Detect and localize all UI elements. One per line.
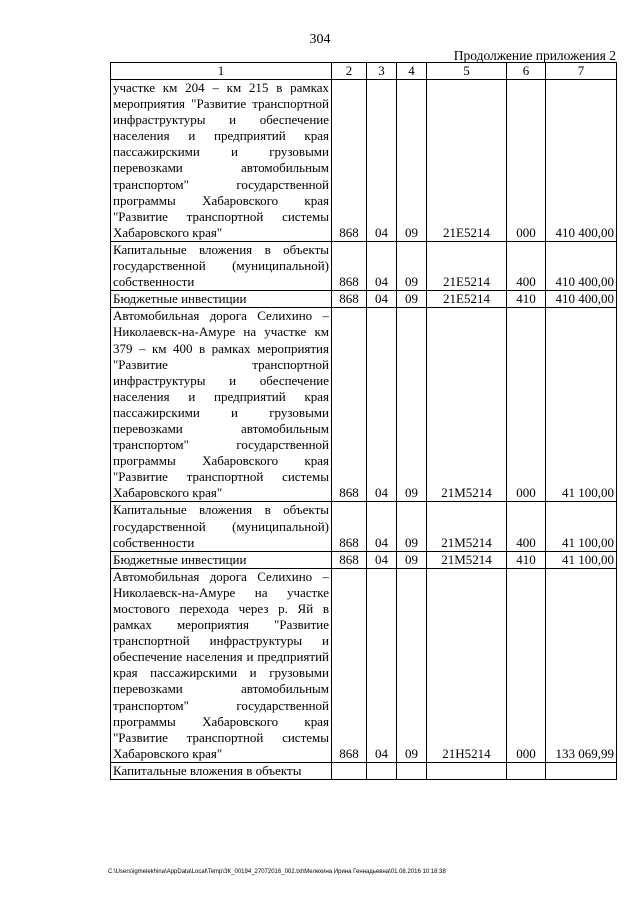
cell-amount: 410 400,00: [546, 80, 617, 242]
cell-code: 868: [332, 80, 367, 242]
cell-expense-type: 410: [507, 291, 546, 308]
cell-section: 04: [367, 80, 397, 242]
row-name: Капитальные вложения в объекты: [111, 762, 332, 779]
cell-subsection: 09: [397, 80, 427, 242]
cell-expense-type: 400: [507, 502, 546, 551]
cell-target-item: 21Е5214: [427, 291, 507, 308]
row-name: Капитальные вложения в объекты государственной (муниципальной) собственности: [111, 241, 332, 290]
cell-subsection: 09: [397, 502, 427, 551]
row-name: Автомобильная дорога Селихино – Николаевск-на-Амуре на участке мостового перехода через р. Яй в рамках мероприятия "Развитие транспортной инфраструктуры и обеспечение населения и предприятий края пассажирскими и грузовыми перевозками автомобильным транспортом" государственной программы Хабаровского края "Развитие транспортной системы Хабаровского края": [111, 568, 332, 762]
cell-amount: 41 100,00: [546, 308, 617, 502]
cell-subsection: 09: [397, 291, 427, 308]
cell-subsection: 09: [397, 551, 427, 568]
cell-target-item: 21Е5214: [427, 241, 507, 290]
cell-section: 04: [367, 241, 397, 290]
file-path-footer: C:\Users\igmelekhina\AppData\Local\Temp\ЗК_00194_27072016_002.txt\Мелехина Ирина Геннадьевна\01.08.2016 10:18:38: [108, 869, 446, 875]
cell-amount: 41 100,00: [546, 502, 617, 551]
table-row: [111, 568, 617, 762]
cell-section: 04: [367, 551, 397, 568]
row-name: Бюджетные инвестиции: [111, 551, 332, 568]
cell-subsection: 09: [397, 308, 427, 502]
table-row: [111, 551, 617, 568]
row-name: участке км 204 – км 215 в рамках мероприятия "Развитие транспортной инфраструктуры и обеспечение населения и предприятий края пассажирскими и грузовыми перевозками автомобильным транспортом" государственной программы Хабаровского края "Развитие транспортной системы Хабаровского края": [111, 80, 332, 242]
cell-expense-type: 000: [507, 308, 546, 502]
column-header: 6: [507, 63, 546, 80]
table-row: [111, 291, 617, 308]
row-name: Автомобильная дорога Селихино – Николаевск-на-Амуре на участке км 379 – км 400 в рамках мероприятия "Развитие транспортной инфраструктуры и обеспечение населения и предприятий края пассажирскими и грузовыми перевозками автомобильным транспортом" государственной программы Хабаровского края "Развитие транспортной системы Хабаровского края": [111, 308, 332, 502]
table-row: [111, 308, 617, 502]
cell-expense-type: 410: [507, 551, 546, 568]
cell-target-item: [427, 762, 507, 779]
table-row: [111, 502, 617, 551]
cell-expense-type: 400: [507, 241, 546, 290]
cell-target-item: 21Н5214: [427, 568, 507, 762]
cell-code: 868: [332, 308, 367, 502]
column-header: 5: [427, 63, 507, 80]
cell-amount: 133 069,99: [546, 568, 617, 762]
cell-subsection: 09: [397, 568, 427, 762]
table-row: [111, 241, 617, 290]
cell-target-item: 21М5214: [427, 502, 507, 551]
cell-code: 868: [332, 241, 367, 290]
cell-code: 868: [332, 502, 367, 551]
cell-subsection: 09: [397, 241, 427, 290]
table-row: [111, 80, 617, 242]
column-header: 2: [332, 63, 367, 80]
cell-target-item: 21М5214: [427, 551, 507, 568]
cell-code: 868: [332, 568, 367, 762]
cell-amount: [546, 762, 617, 779]
column-header: 3: [367, 63, 397, 80]
cell-expense-type: 000: [507, 80, 546, 242]
cell-subsection: [397, 762, 427, 779]
cell-section: 04: [367, 502, 397, 551]
column-header: 4: [397, 63, 427, 80]
cell-code: 868: [332, 551, 367, 568]
header-row: [111, 63, 617, 80]
table-row: [111, 762, 617, 779]
cell-code: [332, 762, 367, 779]
page-number: 304: [309, 32, 331, 47]
cell-code: 868: [332, 291, 367, 308]
row-name: Капитальные вложения в объекты государственной (муниципальной) собственности: [111, 502, 332, 551]
cell-target-item: 21М5214: [427, 308, 507, 502]
cell-section: 04: [367, 568, 397, 762]
column-header: 1: [111, 63, 332, 80]
cell-target-item: 21Е5214: [427, 80, 507, 242]
cell-amount: 41 100,00: [546, 551, 617, 568]
column-header: 7: [546, 63, 617, 80]
cell-section: [367, 762, 397, 779]
cell-section: 04: [367, 308, 397, 502]
cell-expense-type: 000: [507, 568, 546, 762]
continuation-note: Продолжение приложения 2: [453, 48, 616, 63]
cell-expense-type: [507, 762, 546, 779]
budget-table: [110, 62, 617, 780]
cell-section: 04: [367, 291, 397, 308]
row-name: Бюджетные инвестиции: [111, 291, 332, 308]
cell-amount: 410 400,00: [546, 241, 617, 290]
cell-amount: 410 400,00: [546, 291, 617, 308]
